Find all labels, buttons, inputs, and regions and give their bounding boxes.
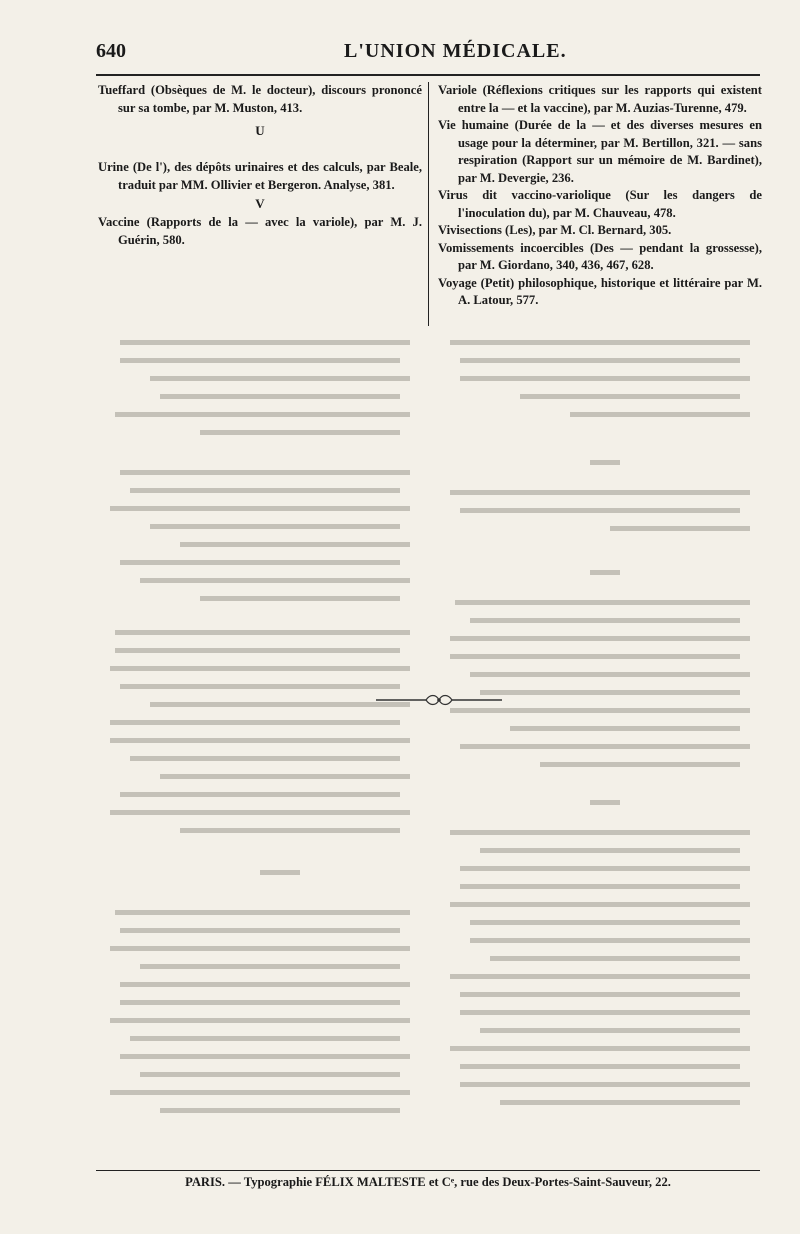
index-entry-variole: Variole (Réflexions critiques sur les rapports qui existent entre la — et la vaccine), par M. Auzias-Turenne, 479. [438,83,762,115]
page-header [96,40,760,70]
index-entry-vivisections: Vivisections (Les), par M. Cl. Bernard, 305. [438,223,672,237]
right-column [438,82,762,310]
journal-title: L'UNION MÉDICALE. [344,40,567,62]
index-entry-tueffard: Tueffard (Obsèques de M. le docteur), discours prononcé sur sa tombe, par M. Muston, 413. [98,83,422,115]
column-divider [428,82,429,326]
section-letter-v: V [255,196,265,211]
footer-rule [96,1170,760,1171]
header-rule [96,74,760,76]
printer-imprint: PARIS. — Typographie FÉLIX MALTESTE et Cᵉ, rue des Deux-Portes-Saint-Sauveur, 22. [185,1175,671,1189]
index-entry-voyage: Voyage (Petit) philosophique, historique et littéraire par M. A. Latour, 577. [438,275,762,307]
index-entry-virus: Virus dit vaccino-variolique (Sur les dangers de l'inoculation du), par M. Chauveau, 478. [438,188,762,220]
section-letter-u: U [255,123,265,138]
decorative-ornament-icon [374,690,504,710]
index-entry-urine: Urine (De l'), des dépôts urinaires et des calculs, par Beale, traduit par MM. Ollivier et Bergeron. Analyse, 381. [98,160,422,192]
index-entry-vomissements: Vomissements incoercibles (Des — pendant la grossesse), par M. Giordano, 340, 436, 467, 628. [438,240,762,272]
page-number: 640 [96,40,126,62]
index-entry-vaccine: Vaccine (Rapports de la — avec la variole), par M. J. Guérin, 580. [98,215,422,247]
show-through-texture-right [436,330,760,1155]
left-column [98,82,422,249]
index-entry-vie-humaine: Vie humaine (Durée de la — et des diverses mesures en usage pour la déterminer, par M. Bertillon, 321. — sans respiration (Rapport sur un mémoire de M. Bardinet), par M. Devergie, 236. [438,118,762,185]
show-through-texture-left [100,330,420,1155]
